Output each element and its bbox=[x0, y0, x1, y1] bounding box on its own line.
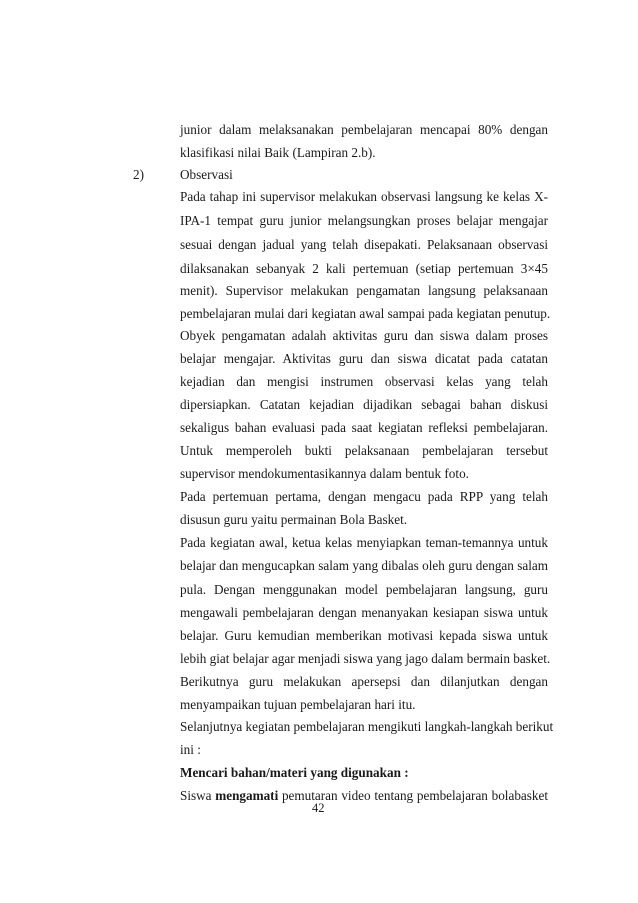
bold-word: mengamati bbox=[215, 788, 279, 803]
paragraph-line: pembelajaran mulai dari kegiatan awal sampai pada kegiatan penutup. bbox=[180, 306, 551, 321]
paragraph-line: IPA-1 tempat guru junior melangsungkan proses belajar mengajar bbox=[180, 213, 548, 228]
paragraph-line: belajar. Guru kemudian memberikan motivasi kepada siswa untuk bbox=[180, 628, 548, 643]
paragraph-line: menyampaikan tujuan pembelajaran hari itu. bbox=[180, 697, 416, 712]
intro-line: klasifikasi nilai Baik (Lampiran 2.b). bbox=[180, 145, 376, 160]
last-line: Siswa mengamati pemutaran video tentang pembelajaran bolabasket bbox=[180, 788, 549, 803]
paragraph-line: lebih giat belajar agar menjadi siswa yang jago dalam bermain basket. bbox=[180, 651, 551, 666]
paragraph-line: disusun guru yaitu permainan Bola Basket. bbox=[180, 512, 408, 527]
paragraph-line: ini : bbox=[180, 742, 201, 757]
paragraph-line: sesuai dengan jadual yang telah disepakati. Pelaksanaan observasi bbox=[180, 237, 548, 252]
paragraph-line: Selanjutnya kegiatan pembelajaran mengikuti langkah-langkah berikut bbox=[180, 719, 554, 734]
paragraph-line: Pada tahap ini supervisor melakukan observasi langsung ke kelas X- bbox=[180, 189, 548, 204]
paragraph-line: Untuk memperoleh bukti pelaksanaan pembelajaran tersebut bbox=[180, 443, 548, 458]
paragraph-line: kejadian dan mengisi instrumen observasi kelas yang telah bbox=[180, 374, 548, 389]
page-number-label: 42 bbox=[312, 801, 325, 815]
paragraph-line: pula. Dengan menggunakan model pembelajaran langsung, guru bbox=[180, 582, 548, 597]
paragraph-line: dipersiapkan. Catatan kejadian dijadikan sebagai bahan diskusi bbox=[180, 397, 548, 412]
paragraph-line: Berikutnya guru melakukan apersepsi dan dilanjutkan dengan bbox=[180, 674, 548, 689]
intro-line: junior dalam melaksanakan pembelajaran mencapai 80% dengan bbox=[180, 122, 548, 137]
paragraph-line: sekaligus bahan evaluasi pada saat kegiatan refleksi pembelajaran. bbox=[180, 420, 548, 435]
paragraph-line: Obyek pengamatan adalah aktivitas guru dan siswa dalam proses bbox=[180, 328, 548, 343]
paragraph-line: menit). Supervisor melakukan pengamatan langsung pelaksanaan bbox=[180, 283, 548, 298]
paragraph-line: belajar mengajar. Aktivitas guru dan siswa dicatat pada catatan bbox=[180, 351, 548, 366]
section-number: 2) bbox=[133, 167, 144, 182]
paragraph-line: Pada kegiatan awal, ketua kelas menyiapkan teman-temannya untuk bbox=[180, 535, 548, 550]
paragraph-line: dilaksanakan sebanyak 2 kali pertemuan (setiap pertemuan 3×45 bbox=[180, 261, 548, 276]
paragraph-line: mengawali pembelajaran dengan menanyakan kesiapan siswa untuk bbox=[180, 605, 548, 620]
paragraph-line: Pada pertemuan pertama, dengan mengacu pada RPP yang telah bbox=[180, 489, 548, 504]
paragraph-line: belajar dan mengucapkan salam yang dibalas oleh guru dengan salam bbox=[180, 558, 548, 573]
paragraph-line: supervisor mendokumentasikannya dalam bentuk foto. bbox=[180, 466, 469, 481]
section-title: Observasi bbox=[180, 167, 233, 182]
subheading: Mencari bahan/materi yang digunakan : bbox=[180, 765, 409, 780]
